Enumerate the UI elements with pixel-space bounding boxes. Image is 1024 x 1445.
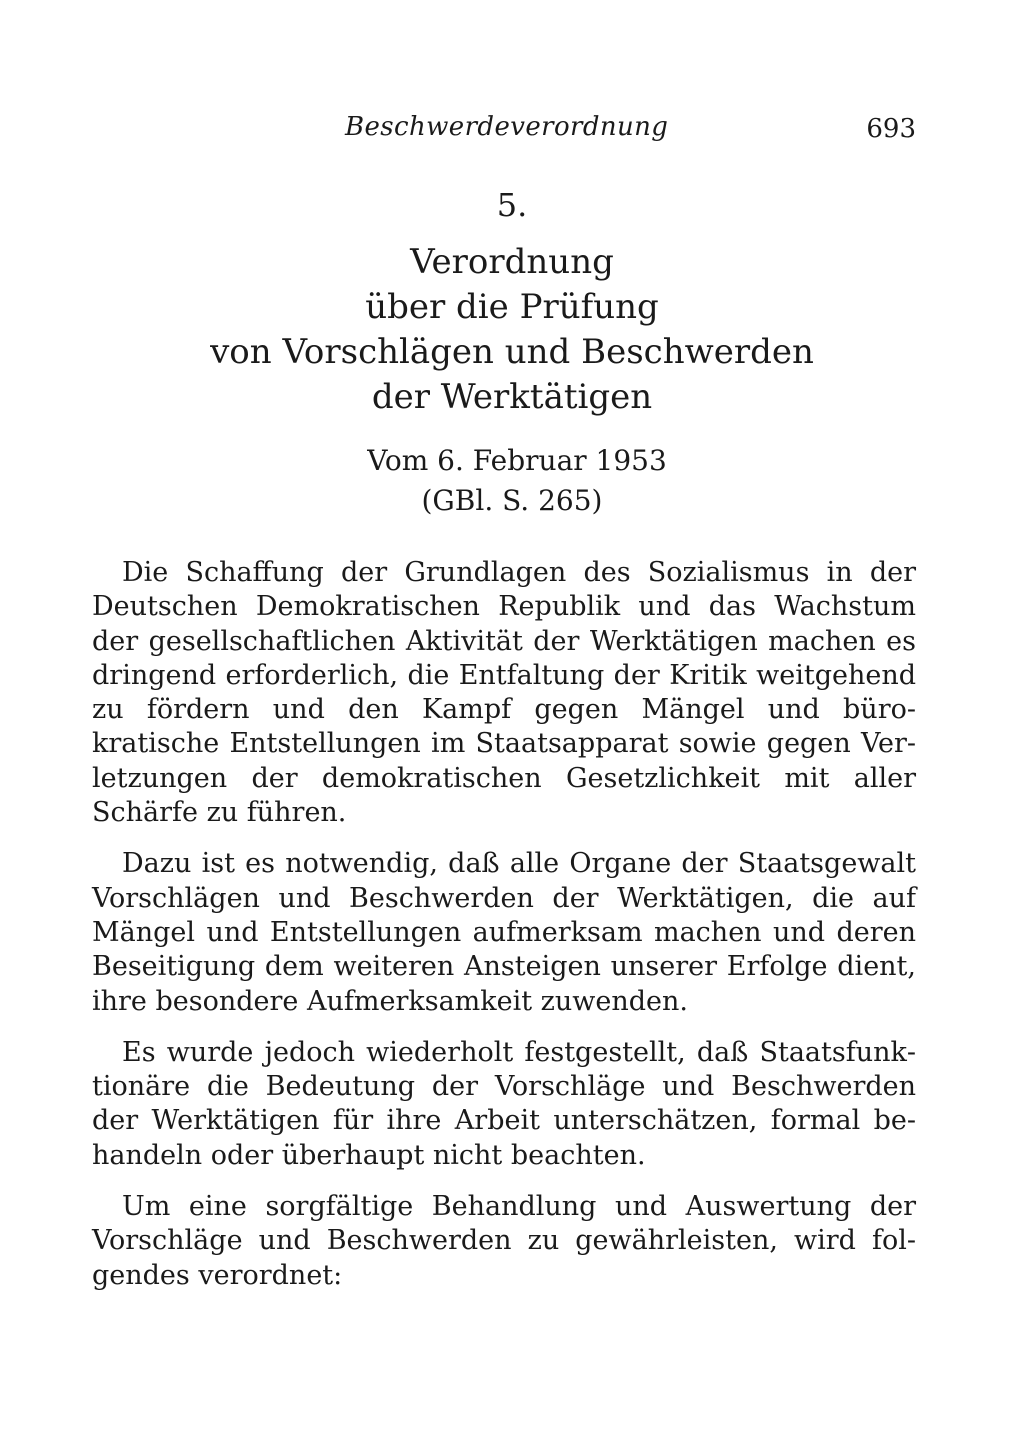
paragraph: Um eine sorgfältige Behandlung und Auswertung der Vorschläge und Beschwerden zu gewährleisten, wird folgendes verordnet: xyxy=(92,1191,916,1291)
gazette-reference: (GBl. S. 265) xyxy=(421,484,603,517)
document-date: Vom 6. Februar 1953 xyxy=(367,444,667,477)
section-number: 5. xyxy=(496,186,528,224)
running-header-title: Beschwerdeverordnung xyxy=(345,112,669,142)
title-line: von Vorschlägen und Beschwerden xyxy=(210,332,814,372)
paragraph: Die Schaffung der Grundlagen des Sozialismus in der Deutschen Demokratischen Republik und das Wachstum der gesellschaftlichen Aktivität der Werktätigen machen es dringend erforderlich, die Entfaltung der Kritik weitgehend zu fördern und den Kampf gegen Mängel und bürokratische Entstellungen im Staatsapparat sowie gegen Verletzungen der demokratischen Gesetzlichkeit mit aller Schärfe zu führen. xyxy=(92,557,916,829)
title-line: der Werktätigen xyxy=(371,377,653,417)
paragraph: Dazu ist es notwendig, daß alle Organe der Staatsgewalt Vorschlägen und Beschwerden der Werktätigen, die auf Mängel und Entstellungen aufmerksam machen und deren Beseitigung dem weiteren Ansteigen unserer Erfolge dient, ihre besondere Aufmerksamkeit zuwenden. xyxy=(92,848,916,1017)
title-line: Verordnung xyxy=(410,242,614,282)
page-number: 693 xyxy=(866,114,916,144)
paragraph: Es wurde jedoch wiederholt festgestellt, daß Staatsfunktionäre die Bedeutung der Vorschläge und Beschwerden der Werktätigen für ihre Arbeit unterschätzen, formal behandeln oder überhaupt nicht beachten. xyxy=(92,1036,916,1171)
preamble-text xyxy=(92,556,916,1310)
title-line: über die Prüfung xyxy=(365,287,659,327)
document-title xyxy=(0,240,1024,420)
